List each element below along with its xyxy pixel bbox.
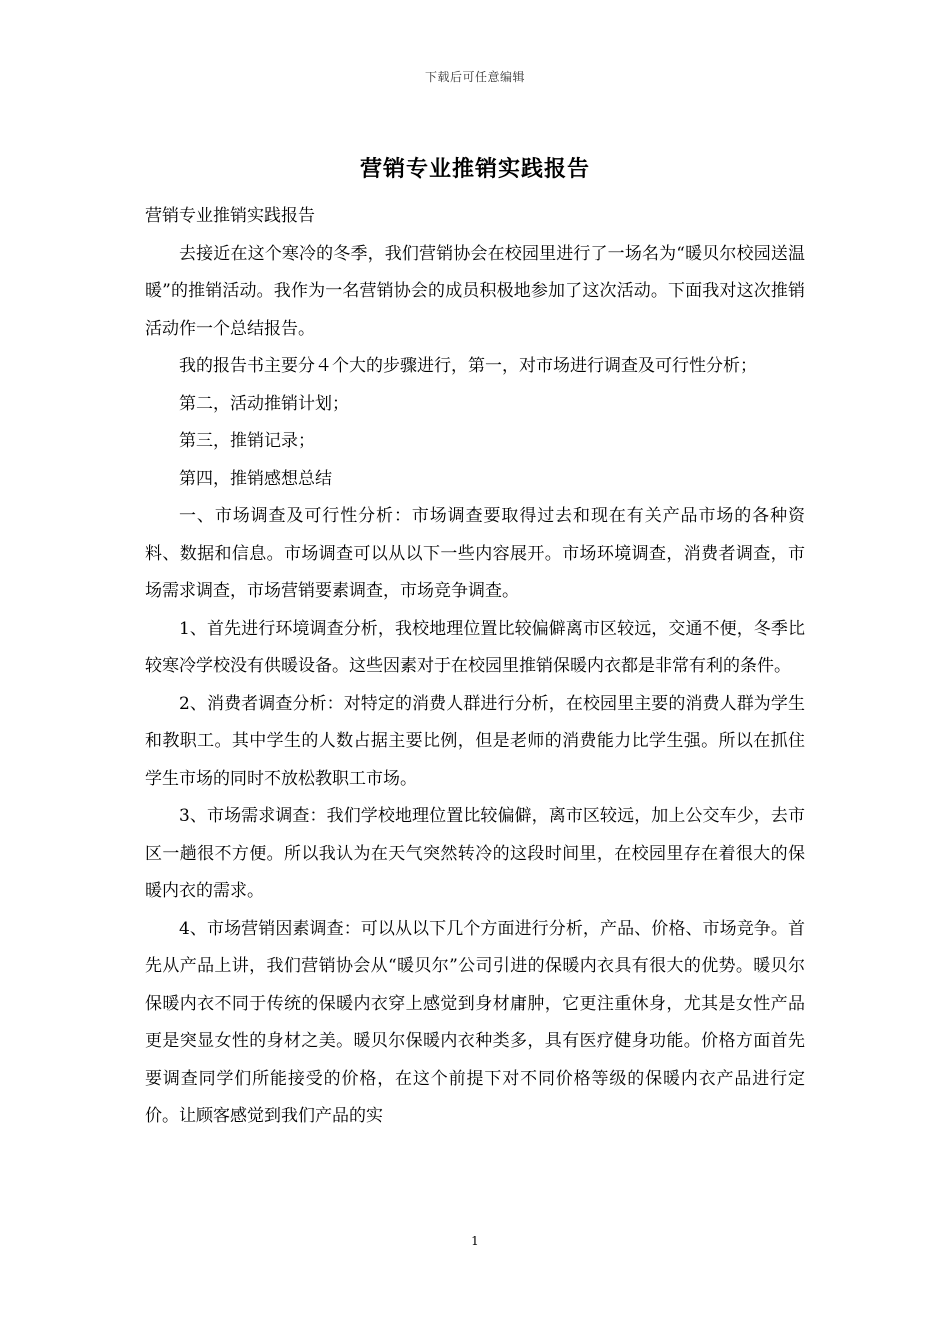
document-title: 营销专业推销实践报告 bbox=[359, 156, 590, 182]
paragraph-marketing-factors: 4、市场营销因素调查：可以从以下几个方面进行分析，产品、价格、市场竞争。首先从产品上讲，我们营销协会从“暖贝尔”公司引进的保暖内衣具有很大的优势。暖贝尔保暖内衣不同于传统的保暖内衣穿上感觉到身材庸肿，它更注重休身，尤其是女性产品更是突显女性的身材之美。暖贝尔保暖内衣种类多，具有医疗健身功能。价格方面首先要调查同学们所能接受的价格，在这个前提下对不同价格等级的保暖内衣产品进行定价。让顾客感觉到我们产品的实 bbox=[145, 918, 805, 1126]
paragraph-step-three: 第三，推销记录； bbox=[179, 431, 315, 451]
paragraph-step-two: 第二，活动推销计划； bbox=[179, 393, 349, 414]
paragraph-demand: 3、市场需求调查：我们学校地理位置比较偏僻，离市区较远，加上公交车少，去市区一趟很不方便。所以我认为在天气突然转冷的这段时间里，在校园里存在着很大的保暖内衣的需求。 bbox=[145, 806, 805, 901]
paragraph-step-four: 第四，推销感想总结 bbox=[179, 468, 332, 489]
document-body bbox=[145, 198, 805, 1136]
paragraph-consumer: 2、消费者调查分析：对特定的消费人群进行分析，在校园里主要的消费人群为学生和教职工。其中学生的人数占据主要比例，但是老师的消费能力比学生强。所以在抓住学生市场的同时不放松教职工市场。 bbox=[145, 693, 805, 789]
header-note: 下载后可任意编辑 bbox=[424, 70, 525, 84]
paragraph-environment: 1、首先进行环境调查分析，我校地理位置比较偏僻离市区较远，交通不便，冬季比较寒冷学校没有供暖设备。这些因素对于在校园里推销保暖内衣都是非常有利的条件。 bbox=[145, 618, 805, 676]
paragraph-market-research: 一、市场调查及可行性分析：市场调查要取得过去和现在有关产品市场的各种资料、数据和信息。市场调查可以从以下一些内容展开。市场环境调查，消费者调查，市场需求调查，市场营销要素调查，市场竞争调查。 bbox=[145, 506, 805, 601]
page-number: 1 bbox=[471, 1234, 479, 1248]
document-subtitle: 营销专业推销实践报告 bbox=[145, 206, 315, 226]
paragraph-steps: 我的报告书主要分４个大的步骤进行，第一，对市场进行调查及可行性分析； bbox=[179, 356, 757, 376]
paragraph-intro: 去接近在这个寒冷的冬季，我们营销协会在校园里进行了一场名为“暖贝尔校园送温暖”的推销活动。我作为一名营销协会的成员积极地参加了这次活动。下面我对这次推销活动作一个总结报告。 bbox=[145, 243, 805, 339]
